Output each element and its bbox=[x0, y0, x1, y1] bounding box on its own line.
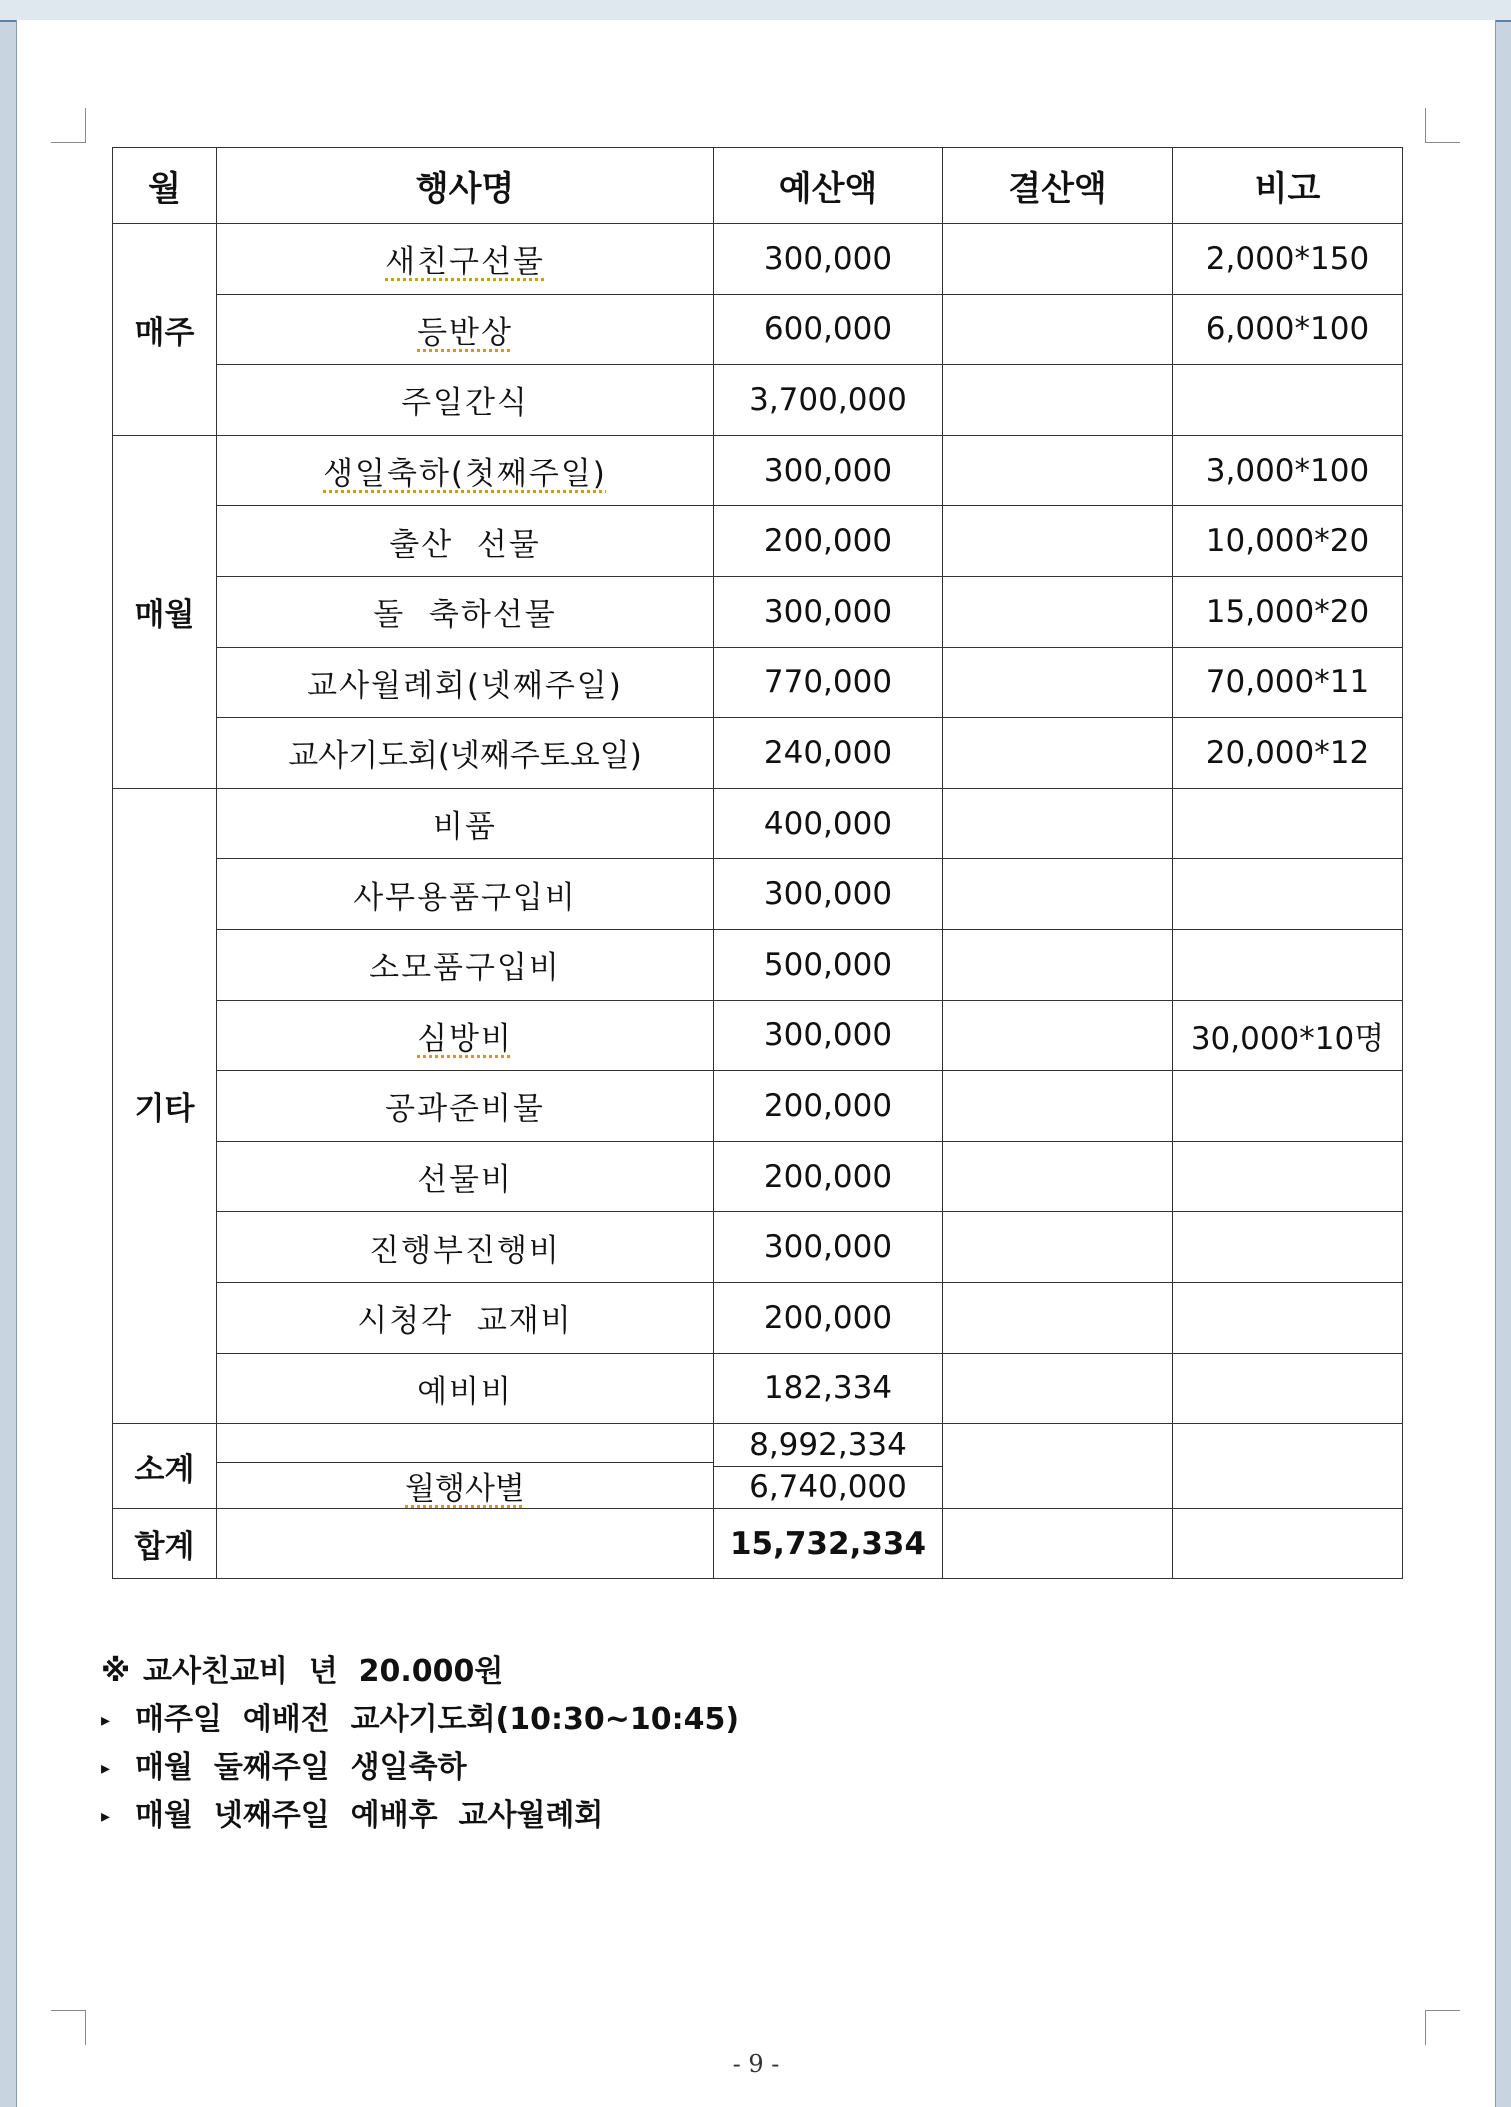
event-name: 등반상 bbox=[417, 314, 513, 351]
settlement-value bbox=[943, 647, 1173, 718]
remark-value: 10,000*20 bbox=[1173, 506, 1403, 577]
table-row bbox=[113, 435, 1403, 506]
budget-value: 240,000 bbox=[714, 718, 943, 789]
table-row bbox=[113, 929, 1403, 1000]
bullet-icon: ▸ bbox=[101, 1709, 111, 1731]
note-text: 교사친교비 년 20.000원 bbox=[143, 1654, 504, 1689]
remark-value: 15,000*20 bbox=[1173, 576, 1403, 647]
total-value: 15,732,334 bbox=[714, 1509, 943, 1579]
remark-value bbox=[1173, 365, 1403, 436]
remark-value bbox=[1173, 1509, 1403, 1579]
event-name: 소모품구입비 bbox=[217, 929, 714, 1000]
event-name: 선물비 bbox=[217, 1141, 714, 1212]
subtotal-value-weekly: 8,992,334 bbox=[714, 1424, 942, 1467]
settlement-value bbox=[943, 576, 1173, 647]
note-text: 매월 둘째주일 생일축하 bbox=[135, 1750, 467, 1785]
event-name: 진행부진행비 bbox=[217, 1212, 714, 1283]
note-line bbox=[101, 1648, 739, 1696]
note-line bbox=[101, 1792, 739, 1840]
table-row bbox=[113, 859, 1403, 930]
table-row bbox=[113, 365, 1403, 436]
remark-value: 3,000*100 bbox=[1173, 435, 1403, 506]
group-total: 합계 bbox=[113, 1509, 217, 1579]
reference-mark-icon: ※ bbox=[101, 1654, 131, 1689]
remark-value bbox=[1173, 1141, 1403, 1212]
subtotal-row bbox=[113, 1424, 1403, 1509]
event-name: 새친구선물 bbox=[385, 244, 545, 281]
remark-value bbox=[1173, 1282, 1403, 1353]
header-remarks: 비고 bbox=[1173, 148, 1403, 224]
table-row bbox=[113, 294, 1403, 365]
remark-value: 6,000*100 bbox=[1173, 294, 1403, 365]
total-row bbox=[113, 1509, 1403, 1579]
budget-value: 200,000 bbox=[714, 1141, 943, 1212]
budget-value: 770,000 bbox=[714, 647, 943, 718]
event-name: 시청각 교재비 bbox=[217, 1282, 714, 1353]
event-name: 공과준비물 bbox=[217, 1071, 714, 1142]
note-text: 매주일 예배전 교사기도회(10:30~10:45) bbox=[135, 1702, 740, 1737]
budget-value: 300,000 bbox=[714, 859, 943, 930]
note-text: 매월 넷째주일 예배후 교사월례회 bbox=[135, 1798, 604, 1833]
subtotal-value-monthly: 6,740,000 bbox=[749, 1469, 907, 1506]
event-name: 출산 선물 bbox=[217, 506, 714, 577]
crop-mark-top-right bbox=[1425, 108, 1460, 143]
settlement-value bbox=[943, 1071, 1173, 1142]
settlement-value bbox=[943, 1509, 1173, 1579]
subtotal-label-empty bbox=[217, 1424, 713, 1463]
event-name: 심방비 bbox=[417, 1020, 513, 1057]
settlement-value bbox=[943, 1424, 1173, 1509]
table-row bbox=[113, 1000, 1403, 1071]
settlement-value bbox=[943, 1141, 1173, 1212]
remark-value: 20,000*12 bbox=[1173, 718, 1403, 789]
remark-value: 30,000*10명 bbox=[1173, 1000, 1403, 1071]
remark-value bbox=[1173, 1353, 1403, 1424]
event-name: 돌 축하선물 bbox=[217, 576, 714, 647]
crop-mark-bottom-left bbox=[51, 2010, 86, 2045]
document-page bbox=[16, 20, 1496, 2107]
remark-value bbox=[1173, 929, 1403, 1000]
settlement-value bbox=[943, 224, 1173, 295]
remark-value: 70,000*11 bbox=[1173, 647, 1403, 718]
group-other: 기타 bbox=[113, 788, 217, 1423]
budget-value: 200,000 bbox=[714, 506, 943, 577]
budget-value: 300,000 bbox=[714, 1212, 943, 1283]
table-row bbox=[113, 1353, 1403, 1424]
settlement-value bbox=[943, 1000, 1173, 1071]
budget-value: 300,000 bbox=[714, 576, 943, 647]
remark-value bbox=[1173, 1071, 1403, 1142]
table-row bbox=[113, 718, 1403, 789]
budget-value: 600,000 bbox=[714, 294, 943, 365]
group-subtotal: 소계 bbox=[113, 1424, 217, 1509]
budget-value: 300,000 bbox=[714, 435, 943, 506]
settlement-value bbox=[943, 1353, 1173, 1424]
remark-value bbox=[1173, 859, 1403, 930]
subtotal-value-cell bbox=[714, 1424, 943, 1509]
header-settlement: 결산액 bbox=[943, 148, 1173, 224]
settlement-value bbox=[943, 929, 1173, 1000]
settlement-value bbox=[943, 435, 1173, 506]
settlement-value bbox=[943, 718, 1173, 789]
event-name: 생일축하(첫째주일) bbox=[323, 456, 607, 493]
table-row bbox=[113, 506, 1403, 577]
event-name: 교사기도회(넷째주토요일) bbox=[217, 718, 714, 789]
budget-value: 300,000 bbox=[714, 224, 943, 295]
subtotal-label-cell bbox=[217, 1424, 714, 1509]
budget-value: 3,700,000 bbox=[714, 365, 943, 436]
settlement-value bbox=[943, 1212, 1173, 1283]
budget-value: 182,334 bbox=[714, 1353, 943, 1424]
budget-value: 500,000 bbox=[714, 929, 943, 1000]
budget-value: 300,000 bbox=[714, 1000, 943, 1071]
table-row bbox=[113, 224, 1403, 295]
page-number: - 9 - bbox=[732, 2050, 780, 2078]
settlement-value bbox=[943, 506, 1173, 577]
settlement-value bbox=[943, 859, 1173, 930]
group-monthly: 매월 bbox=[113, 435, 217, 788]
table-row bbox=[113, 788, 1403, 859]
table-row bbox=[113, 647, 1403, 718]
table-row bbox=[113, 576, 1403, 647]
bullet-icon: ▸ bbox=[101, 1757, 111, 1779]
remark-value bbox=[1173, 1424, 1403, 1509]
note-line bbox=[101, 1696, 739, 1744]
budget-table bbox=[112, 147, 1403, 1579]
header-event: 행사명 bbox=[217, 148, 714, 224]
settlement-value bbox=[943, 788, 1173, 859]
window-top-bar bbox=[0, 0, 1511, 22]
table-row bbox=[113, 1071, 1403, 1142]
budget-value: 200,000 bbox=[714, 1071, 943, 1142]
subtotal-label: 월행사별 bbox=[405, 1471, 525, 1508]
table-row bbox=[113, 1212, 1403, 1283]
table-header-row bbox=[113, 148, 1403, 224]
settlement-value bbox=[943, 294, 1173, 365]
header-budget: 예산액 bbox=[714, 148, 943, 224]
crop-mark-bottom-right bbox=[1425, 2010, 1460, 2045]
event-name: 주일간식 bbox=[217, 365, 714, 436]
total-label-empty bbox=[217, 1509, 714, 1579]
event-name: 교사월례회(넷째주일) bbox=[217, 647, 714, 718]
event-name: 비품 bbox=[217, 788, 714, 859]
note-line bbox=[101, 1744, 739, 1792]
group-weekly: 매주 bbox=[113, 224, 217, 436]
budget-value: 400,000 bbox=[714, 788, 943, 859]
remark-value bbox=[1173, 1212, 1403, 1283]
settlement-value bbox=[943, 1282, 1173, 1353]
remark-value: 2,000*150 bbox=[1173, 224, 1403, 295]
event-name: 사무용품구입비 bbox=[217, 859, 714, 930]
notes-section bbox=[101, 1648, 739, 1840]
header-month: 월 bbox=[113, 148, 217, 224]
table-row bbox=[113, 1282, 1403, 1353]
table-row bbox=[113, 1141, 1403, 1212]
remark-value bbox=[1173, 788, 1403, 859]
budget-value: 200,000 bbox=[714, 1282, 943, 1353]
settlement-value bbox=[943, 365, 1173, 436]
bullet-icon: ▸ bbox=[101, 1805, 111, 1827]
crop-mark-top-left bbox=[51, 108, 86, 143]
event-name: 예비비 bbox=[217, 1353, 714, 1424]
